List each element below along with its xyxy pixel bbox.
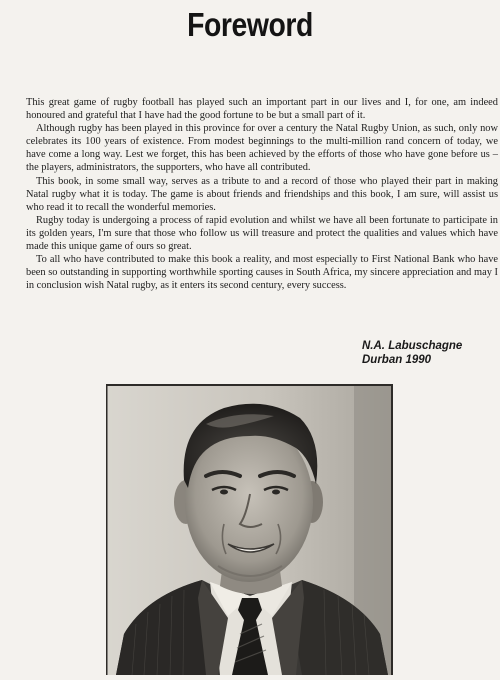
signature-name: N.A. Labuschagne xyxy=(362,340,463,352)
page-title: Foreword xyxy=(187,6,313,43)
portrait-photo xyxy=(106,384,393,675)
signature-place-date: Durban 1990 xyxy=(362,354,432,366)
paragraph-3: This book, in some small way, serves as a tribute to and a record of those who played their part in making Natal rugby what it is today. The game is about friends and friendships and this book, I am sure, will assist us who read it to recall the wonderful memories. xyxy=(26,175,498,213)
paragraph-5: To all who have contributed to make this book a reality, and most especially to First National Bank who have been so outstanding in supporting worthwhile sporting causes in South Africa, my sincere appreciation and may I in conclusion wish Natal rugby, as it enters its second century, every success. xyxy=(26,254,498,292)
paragraph-1: This great game of rugby football has played such an important part in our lives and I, for one, am indeed honoured and grateful that I have had the good fortune to be but a small part of it. xyxy=(26,97,498,122)
paragraph-4: Rugby today is undergoing a process of rapid evolution and whilst we have all been fortunate to participate in its golden years, I'm sure that those who follow us will treasure and protect the qualities and values which have made this unique game of ours so great. xyxy=(26,214,498,253)
foreword-body xyxy=(26,96,498,292)
signature-block xyxy=(362,339,462,367)
paragraph-2: Although rugby has been played in this province for over a century the Natal Rugby Union, as such, only now celebrates its 100 years of existence. From modest beginnings to the multi-million rand concern of today, we have come a long way. Lest we forget, this has been achieved by the efforts of those who have gone before us – the players, administrators, the supporters, who have all contributed. xyxy=(26,123,498,174)
